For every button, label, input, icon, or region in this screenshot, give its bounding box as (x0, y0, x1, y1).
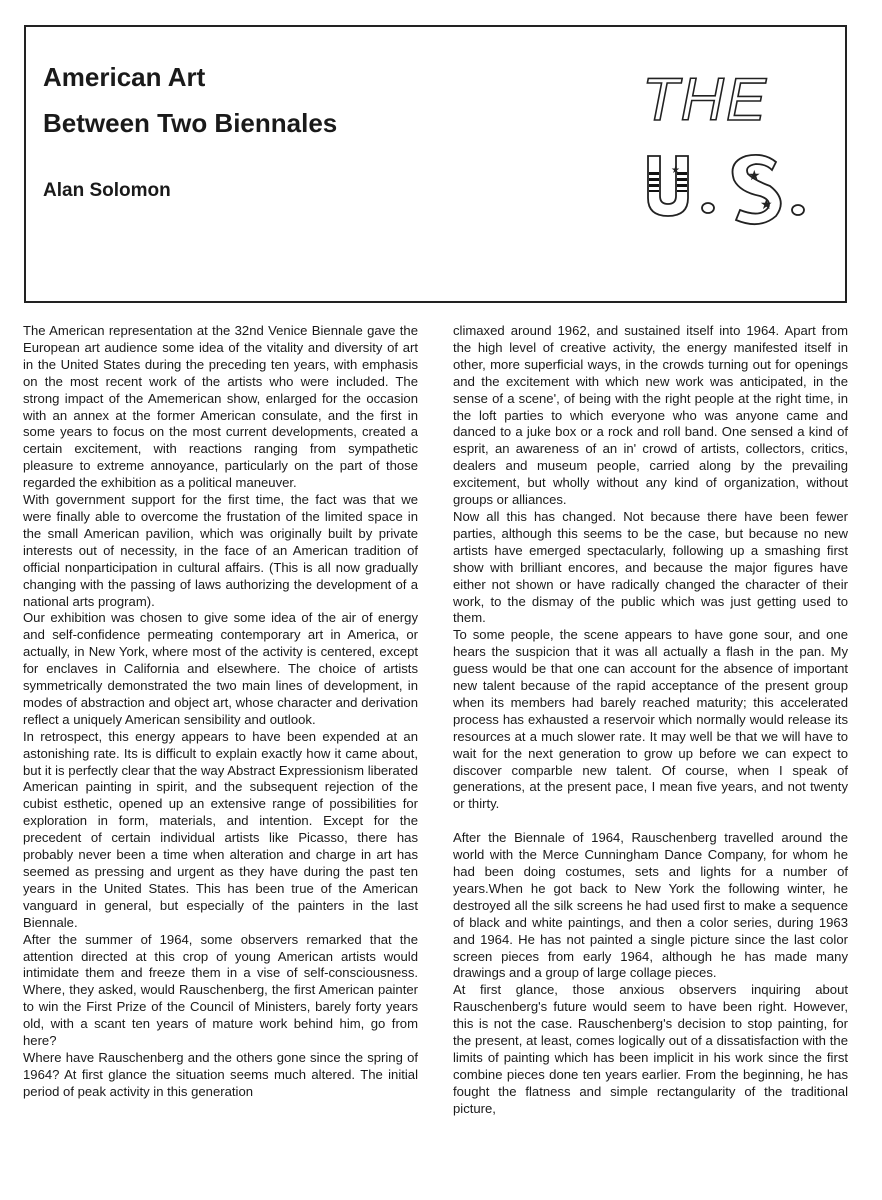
title-line-1: American Art (43, 62, 206, 92)
article-title (43, 54, 337, 146)
the-us-logo (636, 58, 816, 228)
paragraph: To some people, the scene appears to have gone sour, and one hears the suspicion that it was all actually a flash in the pan. My guess would be that one can account for the absence of important new talent because of the rapid acceptance of the present group when its members had barely reached maturity; this accelerated process has exhausted a reservoir which normally would release its resources at a much slower rate. It may well be that we will have to wait for the next generation to grow up before we can expect to discover comparble new talent. Of course, when I speak of generations, at the present pace, I mean five years, and not twenty or thirty. (453, 627, 848, 812)
svg-text:★: ★ (671, 165, 680, 176)
paragraph: At first glance, those anxious observers inquiring about Rauschenberg's future would seem to have been right. However, this is not the case. Rauschenberg's decision to stop painting, for the present, at least, comes logically out of a dissatisfaction with the limits of painting which has been implicit in his work since the first combine pieces done ten years earlier. From the beginning, he has fought the flatness and simple rectangularity of the traditional picture, (453, 982, 848, 1116)
left-column (23, 323, 418, 1101)
section-gap (453, 813, 848, 830)
paragraph: With government support for the first time, the fact was that we were finally able to overcome the frustation of the limited space in the small American pavilion, which was originally built by private interests out of necessity, in the face of an American tradition of official nonparticipation in cultural affairs. (This is all now gradually changing with the passing of laws authorizing the development of a national arts program). (23, 492, 418, 609)
paragraph: The American representation at the 32nd Venice Biennale gave the European art audience some idea of the vitality and diversity of art in the United States during the preceding ten years, with emphasis on the most recent work of the artists who were included. The strong impact of the Amemerican show, enlarged for the occasion with an annex at the former American consulate, and the first in some years to focus on the most current developments, created a certain excitement, with reactions ranging from sympathetic pleasure to extreme annoyance, particularly on the part of those regarded the exhibition as a political maneuver. (23, 323, 418, 491)
author-name: Alan Solomon (43, 180, 171, 201)
title-line-2: Between Two Biennales (43, 108, 338, 138)
paragraph: After the summer of 1964, some observers remarked that the attention directed at this crop of young American artists would intimidate them and freeze them in a vise of self-consciousness. Where, they asked, would Rauschenberg, the first American painter to win the First Prize of the Council of Ministers, barely forty years old, with a scant ten years of mature work behind him, go from here? (23, 931, 418, 1049)
svg-text:THE: THE (642, 66, 768, 133)
svg-text:★: ★ (748, 168, 761, 184)
paragraph: Where have Rauschenberg and the others gone since the spring of 1964? At first glance the situation seems much altered. The initial period of peak activity in this generation (23, 1049, 418, 1099)
paragraph: After the Biennale of 1964, Rauschenberg travelled around the world with the Merce Cunningham Dance Company, for whom he had been doing costumes, sets and lights for a number of years.When he got back to New York the following winter, he destroyed all the silk screens he had used first to make a sequence of black and white paintings, and then a color series, during 1963 and 1964. He has not painted a single picture since the last color screen pieces from early 1964, although he has made many drawings and a group of large collage pieces. (453, 830, 848, 981)
svg-text:★: ★ (760, 197, 773, 213)
right-column (453, 323, 848, 1118)
paragraph: In retrospect, this energy appears to have been expended at an astonishing rate. Its is difficult to explain exactly how it came about, but it is perfectly clear that the way Abstract Expressionism liberated American painting in spirit, and the subsequent rejection of the cubist esthetic, opened up an extensive range of possibilities for exploration in form, materials, and intention. Except for the precedent of certain individual artists like Picasso, there has probably never been a time when alteration and charge in art has seemed as pressing and urgent as they have during the past ten years in the United States. This has been true of the American vanguard in general, but especially of the painters in the last Biennale. (23, 728, 418, 930)
paragraph: climaxed around 1962, and sustained itself into 1964. Apart from the high level of creative activity, the energy manifested itself in other, more superficial ways, in the crowds turning out for openings and the excitement with which new work was anticipated, in the sense of a scene', of being with the right people at the right time, in the loft parties to which everyone who was anyone came and danced to a juke box or a rock and roll band. One sensed a kind of esprit, an awareness of an in' crowd of artists, collectors, critics, dealers and museum people, carried along by the prevailing excitement, but wholly without any kind of organization, without groups or alliances. (453, 323, 848, 508)
paragraph: Now all this has changed. Not because there have been fewer parties, although this seems to be the case, but because no new artists have emerged spectacularly, following up a smashing first show with brilliant encores, and because the major figures have either not shown or have radically changed the character of their work, to the dismay of the public which was just getting used to them. (453, 508, 848, 626)
paragraph: Our exhibition was chosen to give some idea of the air of energy and self-confidence permeating contemporary art in America, or actually, in New York, where most of the activity is centered, except for enclaves in California and elsewhere. The choice of artists symmetrically demonstrated the two main lines of development, in modes of abstraction and object art, whose character and derivation reflect a uniquely American sensibility and outlook. (23, 610, 418, 727)
